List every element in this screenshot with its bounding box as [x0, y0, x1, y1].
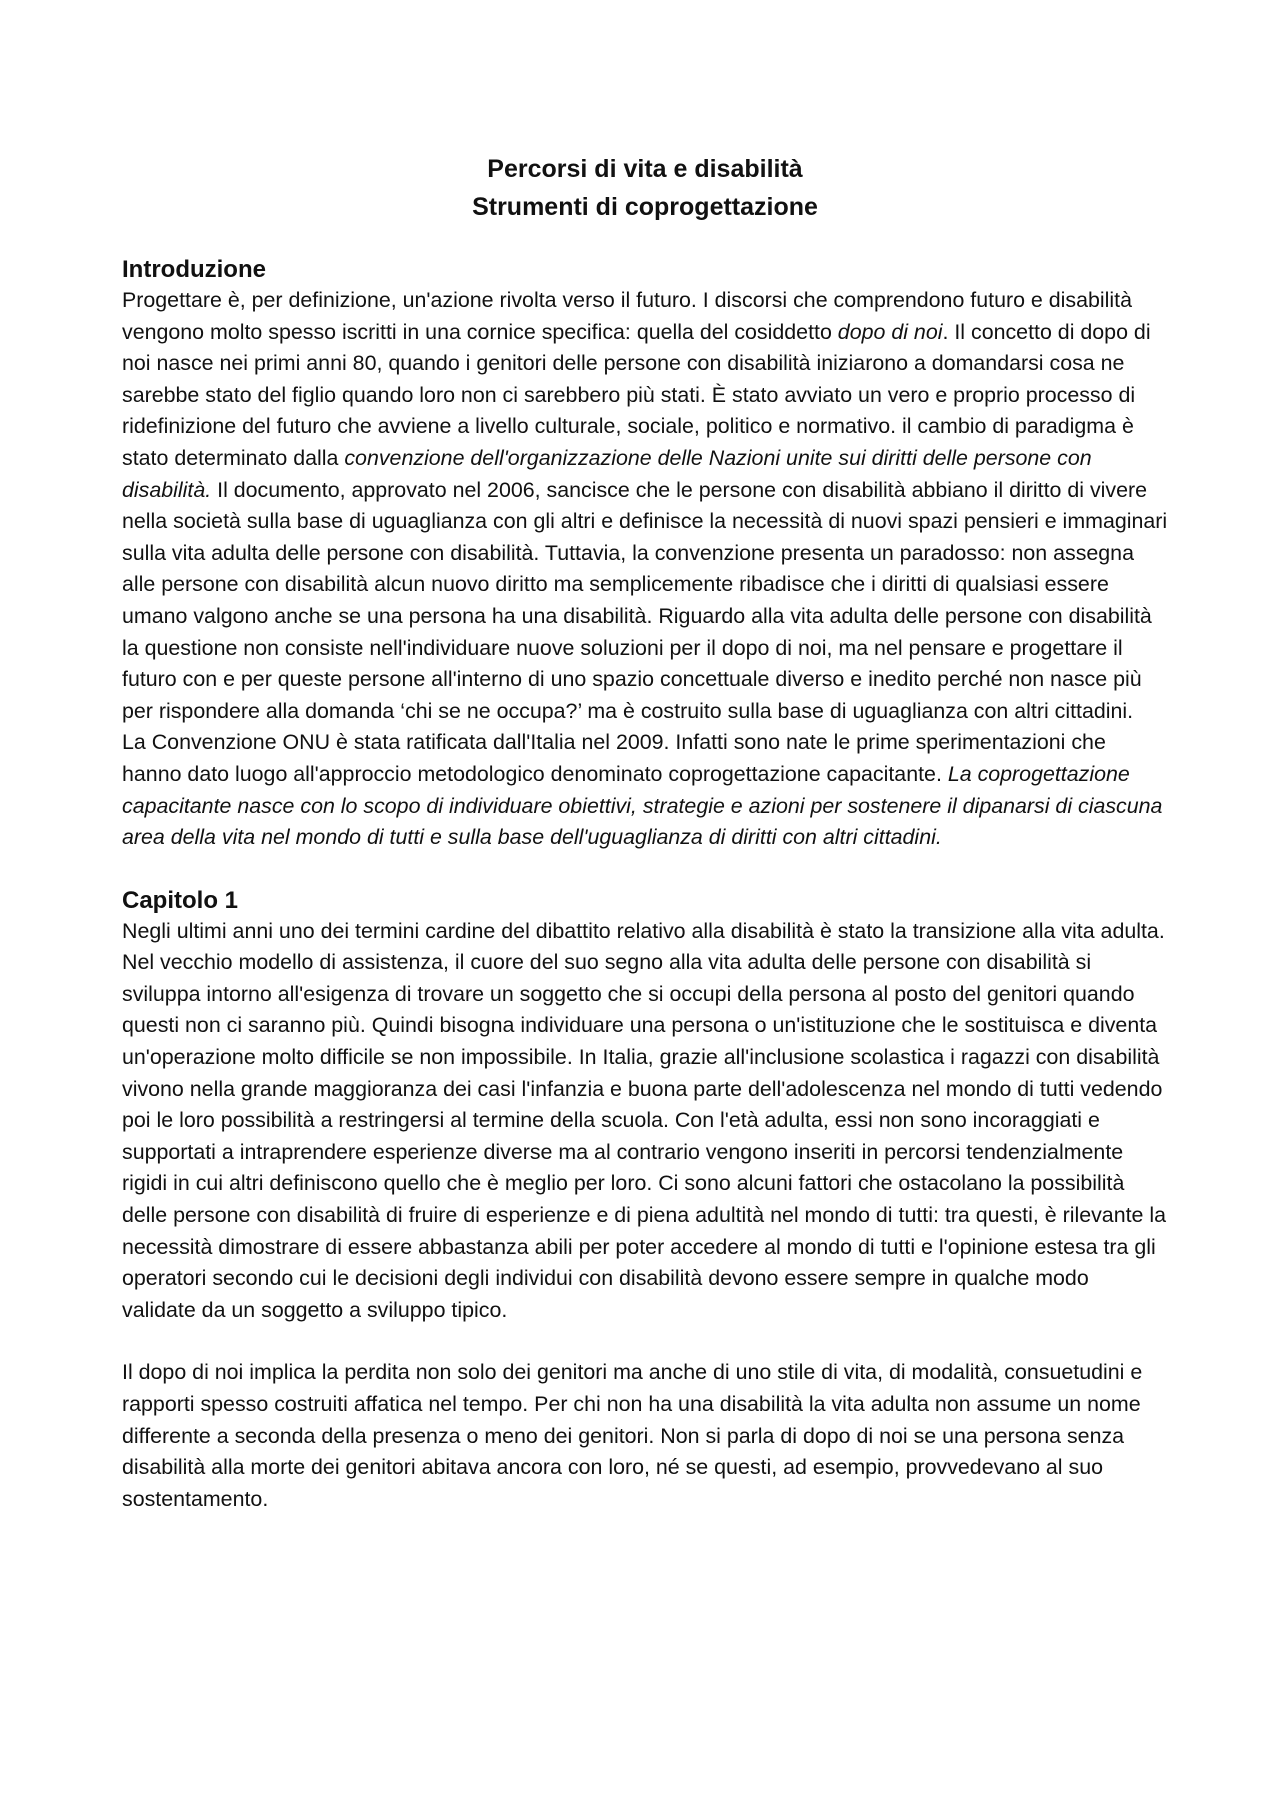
capitolo1-paragraph-1: Negli ultimi anni uno dei termini cardine del dibattito relativo alla disabilità è stato la transizione alla vita adulta. Nel vecchio modello di assistenza, il cuore del suo segno alla vita adulta delle persone con disabilità si sviluppa intorno all'esigenza di trovare un soggetto che si occupi della persona al posto del genitori quando questi non ci saranno più. Quindi bisogna individuare una persona o un'istituzione che le sostituisca e diventa un'operazione molto difficile se non impossibile. In Italia, grazie all'inclusione scolastica i ragazzi con disabilità vivono nella grande maggioranza dei casi l'infanzia e buona parte dell'adolescenza nel mondo di tutti vedendo poi le loro possibilità a restringersi al termine della scuola. Con l'età adulta, essi non sono incoraggiati e supportati a intraprendere esperienze diverse ma al contrario vengono inseriti in percorsi tendenzialmente rigidi in cui altri definiscono quello che è meglio per loro. Ci sono alcuni fattori che ostacolano la possibilità delle persone con disabilità di fruire di esperienze e di piena adultità nel mondo di tutti: tra questi, è rilevante la necessità dimostrare di essere abbastanza abili per poter accedere al mondo di tutti e l'opinione estesa tra gli operatori secondo cui le decisioni degli individui con disabilità devono essere sempre in qualche modo validate da un soggetto a sviluppo tipico. [122, 918, 1167, 1322]
heading-capitolo-1: Capitolo 1 [122, 886, 239, 914]
title-line-1: Percorsi di vita e disabilità [487, 155, 803, 183]
capitolo1-paragraph-2: Il dopo di noi implica la perdita non solo dei genitori ma anche di uno stile di vita, di modalità, consuetudini e rapporti spesso costruiti affatica nel tempo. Per chi non ha una disabilità la vita adulta non assume un nome differente a seconda della presenza o meno dei genitori. Non si parla di dopo di noi se una persona senza disabilità alla morte dei genitori abitava ancora con loro, né se questi, ad esempio, provvedevano al suo sostentamento. [122, 1360, 1143, 1511]
intro-p1-text-a: Progettare è, per definizione, un'azione rivolta verso il futuro. I discorsi che comprendono futuro e disabilità vengono molto spesso iscritti in una cornice specifica: quella del cosiddetto [122, 288, 1132, 344]
title-line-2: Strumenti di coprogettazione [472, 193, 818, 221]
intro-paragraph-1 [122, 285, 1168, 727]
intro-p1-text-c: . Il concetto di dopo di noi nasce nei primi anni 80, quando i genitori delle persone con disabilità iniziarono a domandarsi cosa ne sarebbe stato del figlio quando loro non ci sarebbero più stati. È stato avviato un vero e proprio processo di ridefinizione del futuro che avviene a livello culturale, sociale, politico e normativo. il cambio di paradigma è stato determinato dalla [122, 319, 1151, 470]
intro-p1-text-e: Il documento, approvato nel 2006, sancisce che le persone con disabilità abbiano il diritto di vivere nella società sulla base di uguaglianza con gli altri e definisce la necessità di nuovi spazi pensieri e immaginari sulla vita adulta delle persone con disabilità. Tuttavia, la convenzione presenta un paradosso: non assegna alle persone con disabilità alcun nuovo diritto ma semplicemente ribadisce che i diritti di qualsiasi essere umano valgono anche se una persona ha una disabilità. Riguardo alla vita adulta delle persone con disabilità la questione non consiste nell'individuare nuove soluzioni per il dopo di noi, ma nel pensare e progettare il futuro con e per queste persone all'interno di uno spazio concettuale diverso e inedito perché non nasce più per rispondere alla domanda ‘chi se ne occupa?’ ma è costruito sulla base di uguaglianza con altri cittadini. [122, 477, 1168, 723]
paragraph-spacer [122, 1326, 1168, 1357]
intro-p1-italic-convenzione: convenzione dell'organizzazione delle Nazioni unite sui diritti delle persone con disabilità. [122, 445, 1092, 502]
intro-p2-text-a: La Convenzione ONU è stata ratificata dall'Italia nel 2009. Infatti sono nate le prime sperimentazioni che hanno dato luogo all'approccio metodologico denominato coprogettazione capacitante. [122, 730, 1106, 786]
document-page [122, 150, 1168, 1515]
section-capitolo-1 [122, 885, 1168, 1516]
document-title [122, 150, 1168, 226]
intro-p1-italic-dopo-di-noi: dopo di noi [837, 319, 943, 344]
section-introduzione [122, 254, 1168, 854]
intro-paragraph-2 [122, 727, 1168, 853]
heading-introduzione: Introduzione [122, 256, 266, 283]
section-spacer [122, 854, 1168, 885]
intro-p2-italic: La coprogettazione capacitante nasce con lo scopo di individuare obiettivi, strategie e azioni per sostenere il dipanarsi di ciascuna area della vita nel mondo di tutti e sulla base dell'uguaglianza di diritti con altri cittadini. [122, 761, 1163, 850]
